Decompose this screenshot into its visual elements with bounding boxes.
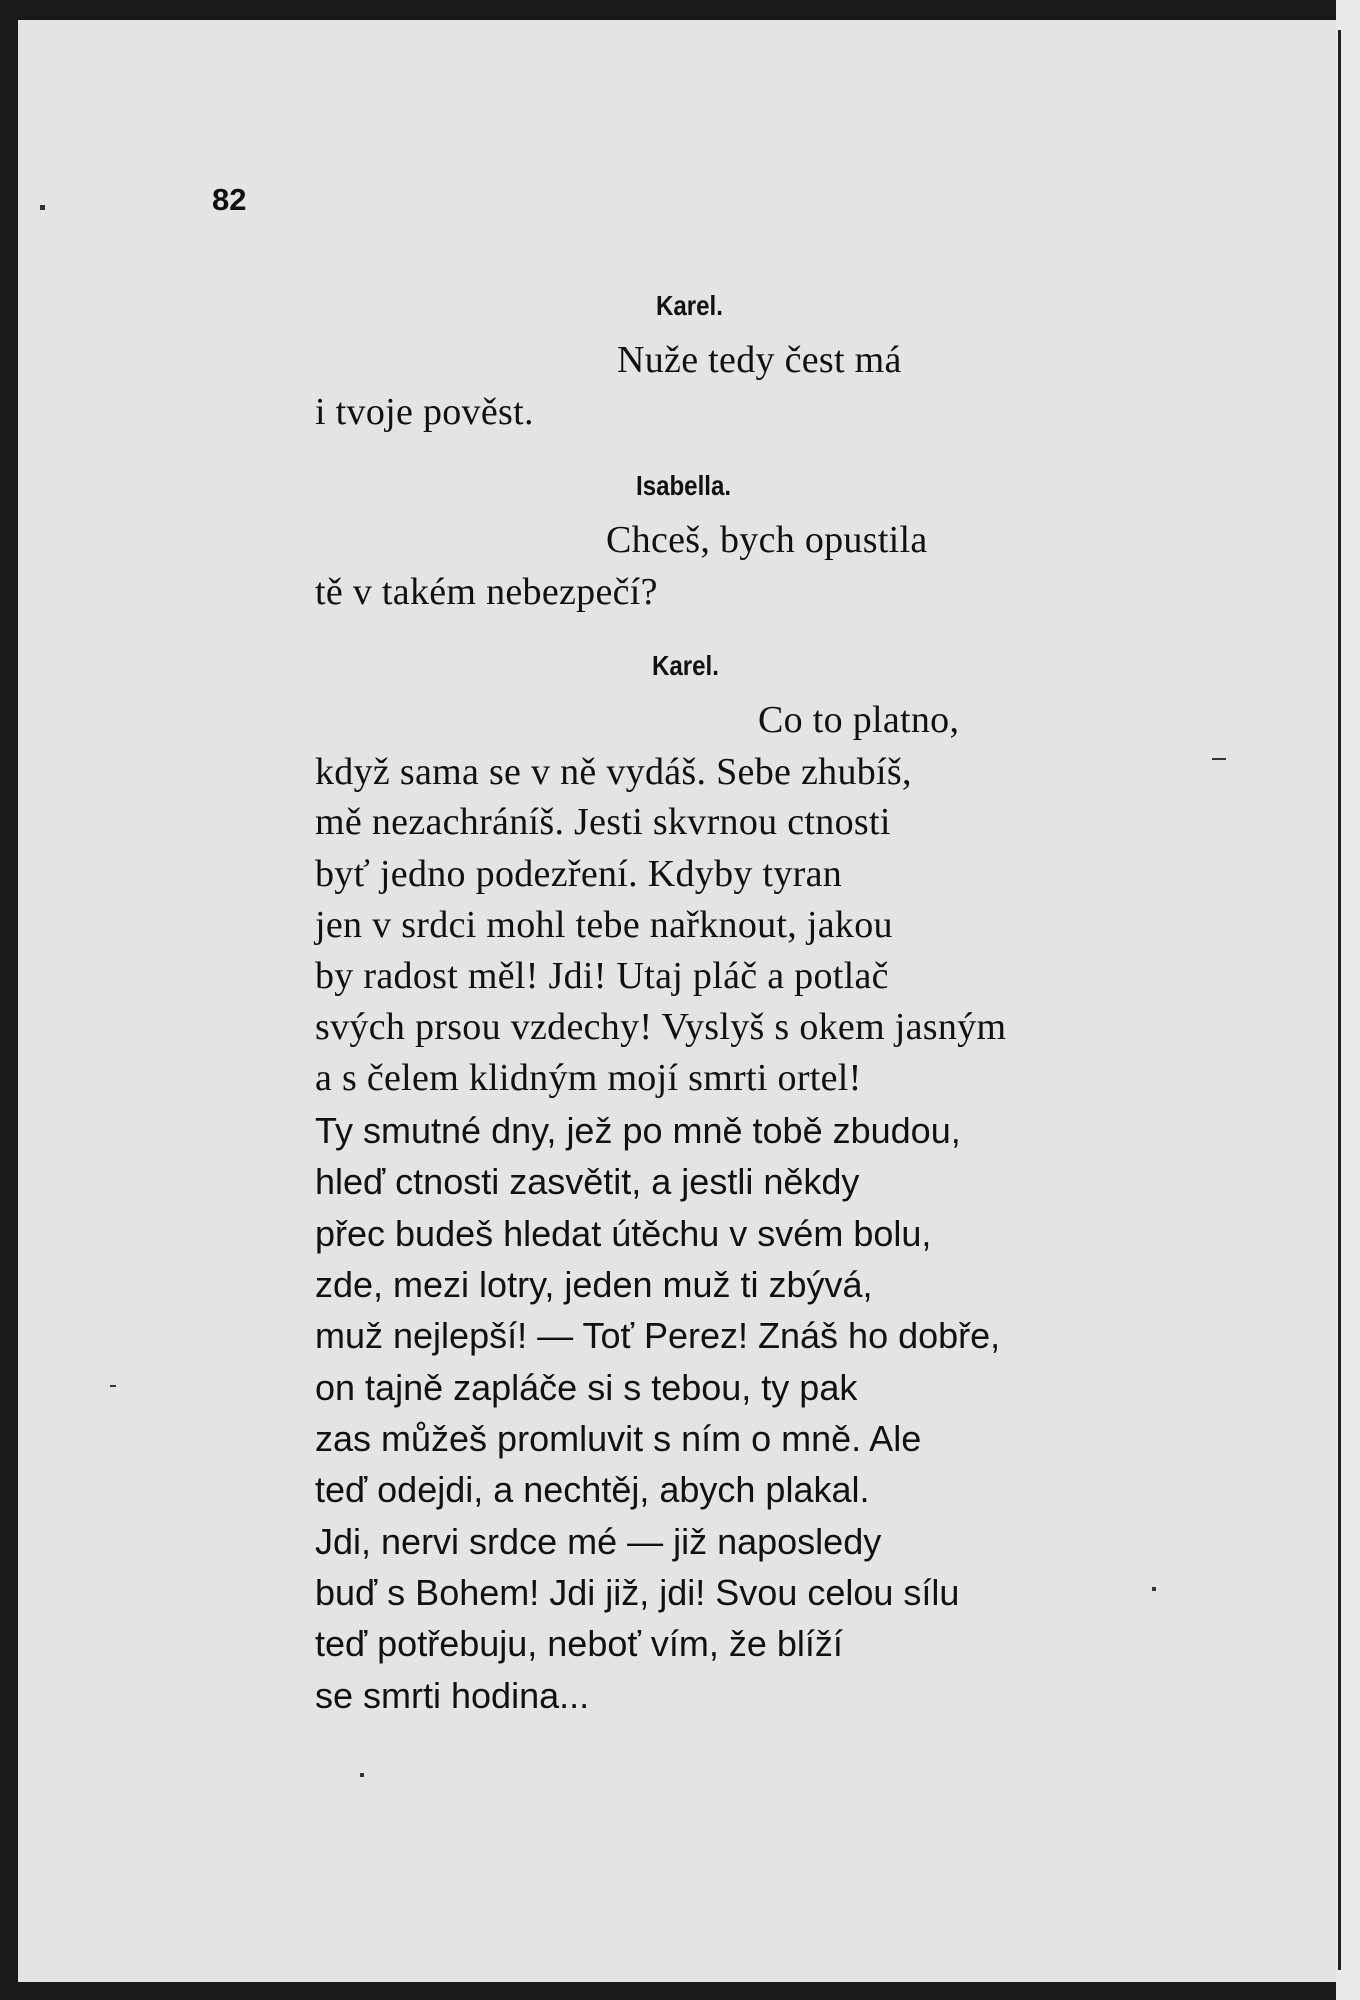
verse-line-20: teď odejdi, a nechtěj, abych plakal. bbox=[315, 1469, 870, 1510]
verse-line-18: on tajně zapláče si s tebou, ty pak bbox=[315, 1367, 858, 1408]
scan-speck bbox=[1152, 1587, 1156, 1591]
verse-line-21: Jdi, nervi srdce mé — již naposledy bbox=[315, 1521, 882, 1562]
speaker-karel-1: Karel. bbox=[656, 290, 723, 321]
verse-line-15: přec budeš hledat útěchu v svém bolu, bbox=[315, 1213, 932, 1254]
verse-line-12: a s čelem klidným mojí smrti ortel! bbox=[315, 1057, 862, 1099]
verse-line-23: teď potřebuju, neboť vím, že blíží bbox=[315, 1623, 843, 1664]
verse-line-6: když sama se v ně vydáš. Sebe zhubíš, bbox=[315, 751, 912, 793]
verse-line-17: muž nejlepší! — Toť Perez! Znáš ho dobře, bbox=[315, 1315, 1001, 1356]
verse-line-7: mě nezachráníš. Jesti skvrnou ctnosti bbox=[315, 801, 891, 843]
verse-line-1: Nuže tedy čest má bbox=[617, 339, 902, 381]
page-number: 82 bbox=[212, 182, 247, 217]
speaker-isabella: Isabella. bbox=[636, 470, 732, 501]
verse-line-16: zde, mezi lotry, jeden muž ti zbývá, bbox=[315, 1264, 873, 1305]
verse-line-14: hleď ctnosti zasvětit, a jestli někdy bbox=[315, 1161, 860, 1202]
verse-line-10: by radost měl! Jdi! Utaj pláč a potlač bbox=[315, 955, 889, 997]
speaker-karel-2: Karel. bbox=[652, 650, 719, 681]
verse-line-19: zas můžeš promluvit s ním o mně. Ale bbox=[315, 1418, 922, 1459]
page-edge-line bbox=[1338, 30, 1341, 1970]
verse-line-8: byť jedno podezření. Kdyby tyran bbox=[315, 853, 843, 895]
verse-line-2: i tvoje pověst. bbox=[315, 391, 534, 433]
verse-line-13: Ty smutné dny, jež po mně tobě zbudou, bbox=[315, 1110, 961, 1151]
verse-line-5: Co to platno, bbox=[758, 699, 960, 741]
verse-line-22: buď s Bohem! Jdi již, jdi! Svou celou sílu bbox=[315, 1572, 960, 1613]
verse-line-3: Chceš, bych opustila bbox=[606, 519, 928, 561]
scan-speck bbox=[40, 205, 45, 210]
scan-speck bbox=[110, 1385, 116, 1387]
verse-line-9: jen v srdci mohl tebe nařknout, jakou bbox=[315, 904, 893, 946]
verse-line-24: se smrti hodina... bbox=[315, 1675, 590, 1716]
verse-line-11: svých prsou vzdechy! Vyslyš s okem jasným bbox=[315, 1006, 1007, 1048]
scan-speck bbox=[1212, 758, 1226, 760]
scan-speck bbox=[360, 1773, 364, 1777]
verse-line-4: tě v takém nebezpečí? bbox=[315, 571, 658, 613]
